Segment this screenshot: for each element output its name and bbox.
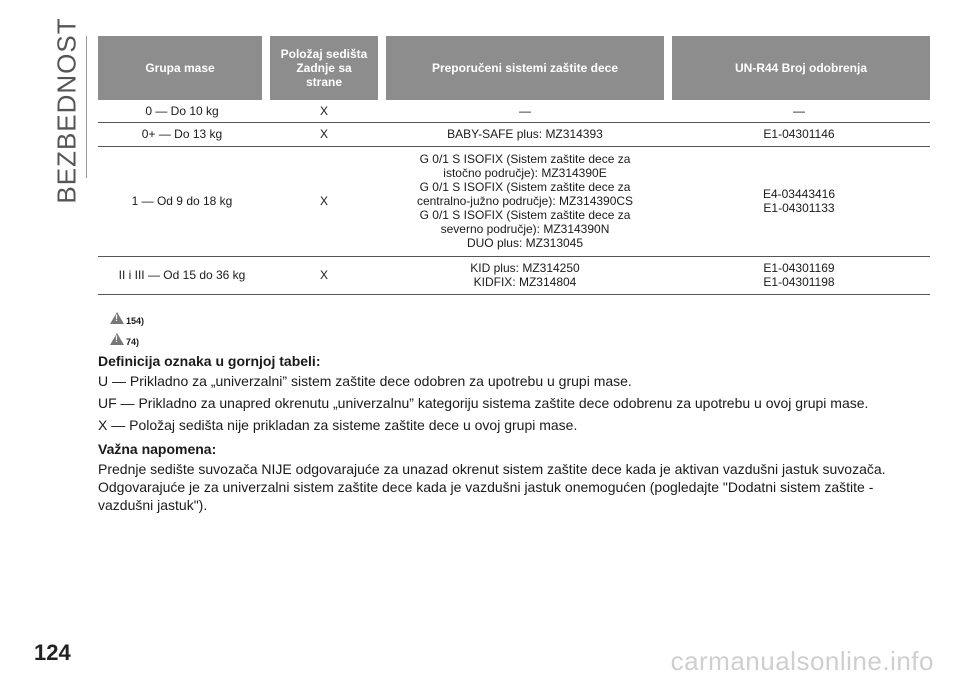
header-seat-position: Položaj sedišta Zadnje sa strane [266, 36, 382, 100]
table-cell: — [382, 100, 668, 122]
table-cell: X [266, 122, 382, 146]
definition-item: X — Položaj sedišta nije prikladan za sisteme zaštite dece u ovoj grupi mase. [98, 417, 578, 433]
header-recommended-systems: Preporučeni sistemi zaštite dece [382, 36, 668, 100]
table-cell: E1-04301169 E1-04301198 [668, 256, 930, 294]
table-cell: 0+ — Do 13 kg [98, 122, 266, 146]
table-row [98, 256, 930, 294]
note-heading: Važna napomena: [98, 441, 217, 457]
section-title-text: BEZBEDNOST [51, 16, 82, 204]
table-cell: II i III — Od 15 do 36 kg [98, 256, 266, 294]
watermark: carmanualsonline.info [670, 646, 934, 676]
warning-ref-label: 154) [126, 316, 145, 326]
section-divider [86, 36, 87, 178]
table-cell: G 0/1 S ISOFIX (Sistem zaštite dece za istočno područje): MZ314390E G 0/1 S ISOFIX (Sistem zaštite dece za centralno-južno područje): MZ314390CS G 0/1 S ISOFIX (Sistem zaštite dece za severno područje): MZ314390N DUO plus: MZ313045 [382, 146, 668, 256]
section-title [51, 16, 82, 204]
table-cell: X [266, 256, 382, 294]
warning-ref-label: 74) [126, 337, 140, 347]
warning-icon [110, 333, 124, 345]
warning-icon [110, 312, 124, 324]
table-cell: X [266, 100, 382, 122]
header-approval-number: UN-R44 Broj odobrenja [668, 36, 930, 100]
table-row [98, 100, 930, 122]
table-cell: E4-03443416 E1-04301133 [668, 146, 930, 256]
table-cell: KID plus: MZ314250 KIDFIX: MZ314804 [382, 256, 668, 294]
warning-ref-2[interactable] [110, 331, 139, 347]
table-cell: BABY-SAFE plus: MZ314393 [382, 122, 668, 146]
child-seat-table [98, 36, 930, 295]
definition-item: UF — Prikladno za unapred okrenutu „univerzalnu” kategoriju sistema zaštite dece odobrenu za upotrebu u ovoj grupi mase. [98, 395, 869, 411]
definition-item: U — Prikladno za „univerzalni” sistem zaštite dece odobren za upotrebu u grupi mase. [98, 373, 632, 389]
table-row [98, 122, 930, 146]
warning-ref-1[interactable] [110, 310, 144, 326]
table-cell: E1-04301146 [668, 122, 930, 146]
header-weight-group: Grupa mase [98, 36, 266, 100]
table-cell: 1 — Od 9 do 18 kg [98, 146, 266, 256]
definitions-heading: Definicija oznaka u gornjoj tabeli: [98, 353, 321, 369]
table-header-row [98, 36, 930, 100]
table-row [98, 146, 930, 256]
note-text: Prednje sedište suvozača NIJE odgovarajuće za unazad okrenut sistem zaštite dece kada je aktivan vazdušni jastuk suvozača. Odgovarajuće je za univerzalni sistem zaštite dece kada je vazdušni jastuk onemogućen (pogledajte "Dodatni sistem zaštite - vazdušni jastuk"). [98, 461, 886, 513]
table-cell: X [266, 146, 382, 256]
definitions-section [98, 352, 930, 514]
table-cell: 0 — Do 10 kg [98, 100, 266, 122]
table-cell: — [668, 100, 930, 122]
page-number: 124 [34, 640, 71, 665]
